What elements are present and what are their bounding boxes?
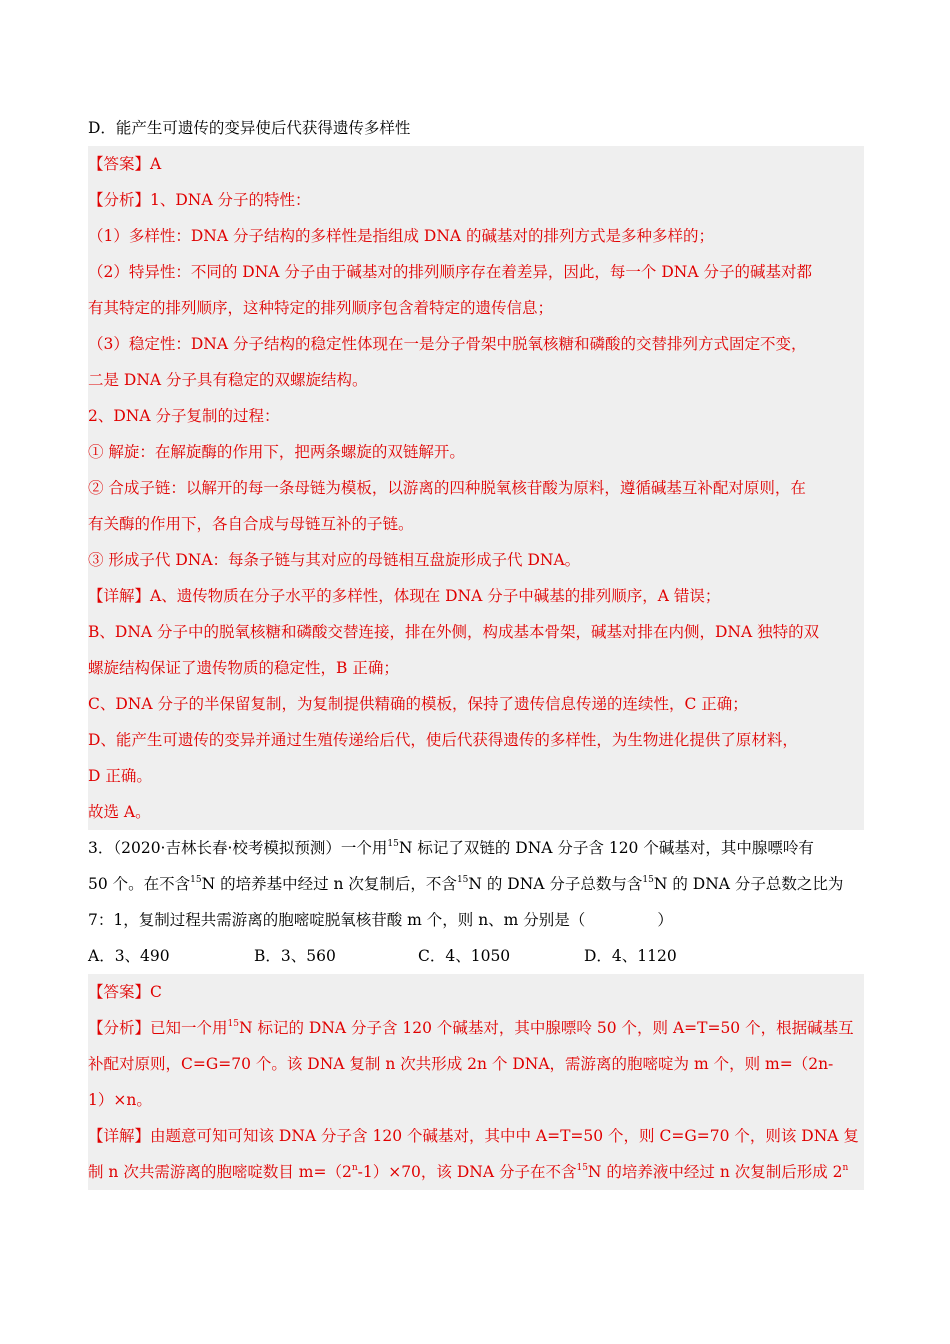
q3-stem-text: N 的 DNA 分子总数之比为 (653, 875, 844, 893)
q3-stem-line-1 (88, 830, 864, 866)
q2-detail-line: 螺旋结构保证了遗传物质的稳定性，B 正确； (88, 659, 399, 677)
q3-option-a: A．3、490 (88, 947, 170, 965)
q3-answer: 【答案】C (88, 983, 162, 1001)
q2-detail-line: D、能产生可遗传的变异并通过生殖传递给后代，使后代获得遗传的多样性，为生物进化提供了原材料， (88, 731, 798, 749)
q3-option-c: C．4、1050 (418, 947, 511, 965)
q2-detail-line: C、DNA 分子的半保留复制，为复制提供精确的模板，保持了遗传信息传递的连续性，C 正确； (88, 695, 748, 713)
superscript: 15 (456, 875, 469, 885)
superscript: 15 (227, 1019, 239, 1029)
superscript: n (351, 1163, 358, 1173)
q3-detail-line (88, 1154, 864, 1190)
q2-analysis-line: （3）稳定性：DNA 分子结构的稳定性体现在一是分子骨架中脱氧核糖和磷酸的交替排列方式固定不变， (88, 335, 807, 353)
superscript: 15 (190, 875, 202, 885)
q3-stem-text: N 的 DNA 分子总数与含 (468, 875, 643, 893)
superscript: 15 (576, 1163, 588, 1173)
q3-detail-line: 【详解】由题意可知可知该 DNA 分子含 120 个碱基对，其中中 A=T=50 个，则 C=G=70 个，则该 DNA 复 (88, 1127, 859, 1145)
superscript: n (842, 1163, 849, 1173)
q3-stem-line-2 (88, 866, 864, 902)
q2-detail-line: 【详解】A、遗传物质在分子水平的多样性，体现在 DNA 分子中碱基的排列顺序，A 错误； (88, 587, 721, 605)
q3-stem-text: ） (657, 911, 673, 929)
q2-analysis-line: （1）多样性：DNA 分子结构的多样性是指组成 DNA 的碱基对的排列方式是多种多样的； (88, 227, 715, 245)
q2-analysis-line: 有其特定的排列顺序，这种特定的排列顺序包含着特定的遗传信息； (88, 299, 554, 317)
q3-stem-text: N 的培养基中经过 n 次复制后，不含 (201, 875, 457, 893)
q2-answer: 【答案】A (88, 155, 162, 173)
q2-analysis-line: 有关酶的作用下，各自合成与母链互补的子链。 (88, 515, 414, 533)
q3-stem-text: 3．（2020·吉林长春·校考模拟预测）一个用 (88, 839, 388, 857)
document-content (88, 110, 864, 1190)
q2-detail-line: B、DNA 分子中的脱氧核糖和磷酸交替连接，排在外侧，构成基本骨架，碱基对排在内侧，DNA 独特的双 (88, 623, 820, 641)
q3-stem-text: 50 个。在不含 (88, 875, 191, 893)
q3-analysis-line: 补配对原则，C=G=70 个。该 DNA 复制 n 次共形成 2n 个 DNA，需游离的胞嘧啶为 m 个，则 m=（2n- (88, 1055, 834, 1073)
q3-analysis-text: 【分析】已知一个用 (88, 1019, 228, 1037)
q2-analysis-line: （2）特异性：不同的 DNA 分子由于碱基对的排列顺序存在着差异，因此，每一个 DNA 分子的碱基对都 (88, 263, 812, 281)
q2-analysis-line: ② 合成子链：以解开的每一条母链为模板，以游离的四种脱氧核苷酸为原料，遵循碱基互补配对原则，在 (88, 479, 806, 497)
q2-detail-line: 故选 A。 (88, 803, 151, 821)
q2-analysis-line: 【分析】1、DNA 分子的特性： (88, 191, 311, 209)
q3-option-b: B．3、560 (254, 947, 336, 965)
q3-detail-text: N 的培养液中经过 n 次复制后形成 2 (587, 1163, 843, 1181)
q2-option-d: D．能产生可遗传的变异使后代获得遗传多样性 (88, 119, 411, 137)
superscript: 15 (642, 875, 654, 885)
q2-analysis-line: 2、DNA 分子复制的过程： (88, 407, 280, 425)
q3-stem-text: N 标记了双链的 DNA 分子含 120 个碱基对，其中腺嘌呤有 (398, 839, 814, 857)
q3-stem-line-3 (88, 902, 864, 938)
q2-analysis-line: ① 解旋：在解旋酶的作用下，把两条螺旋的双链解开。 (88, 443, 465, 461)
q3-detail-text: 制 n 次共需游离的胞嘧啶数目 m=（2 (88, 1163, 352, 1181)
q3-options (88, 938, 864, 974)
q3-detail-text: -1）×70，该 DNA 分子在不含 (357, 1163, 577, 1181)
q3-option-d: D．4、1120 (584, 947, 677, 965)
q3-stem-text: 7：1，复制过程共需游离的胞嘧啶脱氧核苷酸 m 个，则 n、m 分别是（ (88, 911, 586, 929)
q3-solution-block (88, 974, 864, 1190)
q3-analysis-line: 1）×n。 (88, 1091, 152, 1109)
q3-analysis-text: N 标记的 DNA 分子含 120 个碱基对，其中腺嘌呤 50 个，则 A=T=50 个，根据碱基互 (238, 1019, 854, 1037)
q2-solution-block (88, 146, 864, 830)
q2-detail-line: D 正确。 (88, 767, 152, 785)
q3-analysis-line (88, 1010, 864, 1046)
q2-analysis-line: 二是 DNA 分子具有稳定的双螺旋结构。 (88, 371, 368, 389)
superscript: 15 (387, 839, 399, 849)
q2-analysis-line: ③ 形成子代 DNA：每条子链与其对应的母链相互盘旋形成子代 DNA。 (88, 551, 581, 569)
